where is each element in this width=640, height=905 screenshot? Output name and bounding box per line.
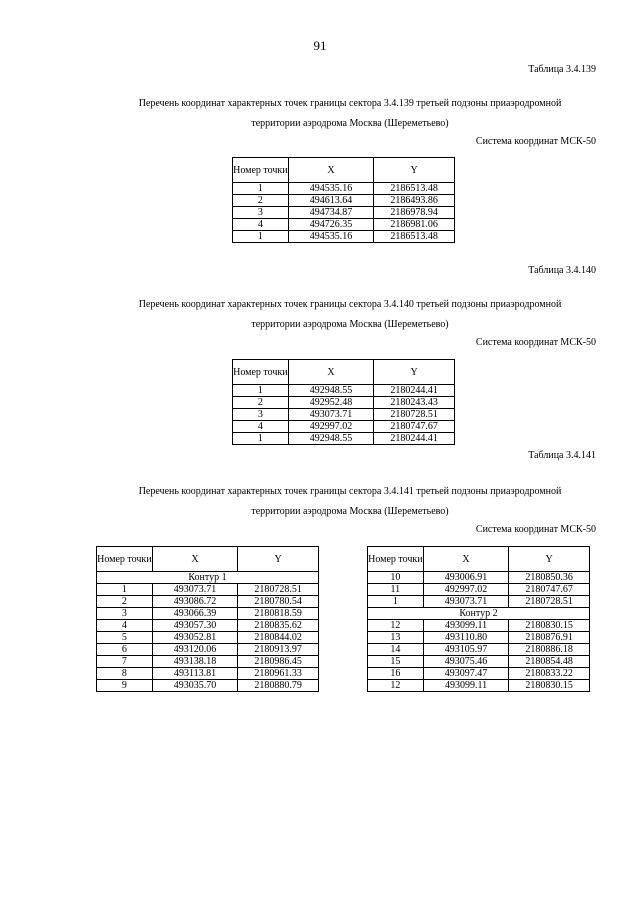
cell-x: 493113.81 <box>152 668 238 680</box>
table-row <box>233 409 455 421</box>
cell-y: 2180835.62 <box>238 620 319 632</box>
cell-y: 2180876.91 <box>509 632 590 644</box>
cell-point-number: 3 <box>97 608 153 620</box>
cell-x: 493105.97 <box>423 644 509 656</box>
coordinate-system-label: Система координат МСК-50 <box>475 136 596 147</box>
cell-x: 493073.71 <box>288 409 374 421</box>
cell-y: 2180913.97 <box>238 644 319 656</box>
cell-x: 492948.55 <box>288 385 374 397</box>
cell-x: 493057.30 <box>152 620 238 632</box>
cell-point-number: 12 <box>368 620 424 632</box>
cell-x: 494535.16 <box>288 231 374 243</box>
cell-y: 2180818.59 <box>238 608 319 620</box>
table-row <box>97 608 319 620</box>
table-row <box>233 421 455 433</box>
cell-point-number: 4 <box>233 421 289 433</box>
cell-point-number: 14 <box>368 644 424 656</box>
coordinate-system-label: Система координат МСК-50 <box>475 524 596 535</box>
cell-x: 494726.35 <box>288 219 374 231</box>
cell-point-number: 1 <box>97 584 153 596</box>
table-row <box>97 632 319 644</box>
header-point-number: Номер точки <box>368 547 424 572</box>
table-row <box>97 668 319 680</box>
table-row <box>97 680 319 692</box>
table-140-label: Таблица 3.4.140 <box>528 265 596 276</box>
table-row <box>368 668 590 680</box>
cell-x: 493110.80 <box>423 632 509 644</box>
table-row <box>97 584 319 596</box>
header-y: Y <box>374 360 455 385</box>
cell-point-number: 2 <box>233 397 289 409</box>
cell-y: 2180728.51 <box>509 596 590 608</box>
table-row <box>368 680 590 692</box>
cell-y: 2180830.15 <box>509 620 590 632</box>
header-x: X <box>288 158 374 183</box>
table-140-caption <box>60 295 640 335</box>
table-139-caption-line2: территории аэродрома Москва (Шереметьево) <box>251 118 449 129</box>
table-row <box>97 620 319 632</box>
page-number: 91 <box>313 38 327 53</box>
table-row <box>233 231 455 243</box>
cell-point-number: 2 <box>233 195 289 207</box>
contour-2-label: Контур 2 <box>368 608 590 620</box>
cell-x: 493035.70 <box>152 680 238 692</box>
cell-point-number: 3 <box>233 409 289 421</box>
cell-point-number: 5 <box>97 632 153 644</box>
table-141-caption-line1: Перечень координат характерных точек границы сектора 3.4.141 третьей подзоны приаэродромной <box>138 486 562 497</box>
table-row <box>233 195 455 207</box>
cell-point-number: 16 <box>368 668 424 680</box>
coordinates-table-139 <box>232 157 455 243</box>
cell-y: 2180728.51 <box>374 409 455 421</box>
cell-x: 492952.48 <box>288 397 374 409</box>
table-row <box>233 385 455 397</box>
cell-point-number: 6 <box>97 644 153 656</box>
table-row <box>368 656 590 668</box>
cell-point-number: 1 <box>233 385 289 397</box>
table-row <box>368 596 590 608</box>
table-row <box>368 632 590 644</box>
header-y: Y <box>374 158 455 183</box>
table-140-caption-line2: территории аэродрома Москва (Шереметьево) <box>251 319 449 330</box>
cell-y: 2180830.15 <box>509 680 590 692</box>
table-140-caption-line1: Перечень координат характерных точек границы сектора 3.4.140 третьей подзоны приаэродромной <box>138 299 562 310</box>
table-139-caption-line1: Перечень координат характерных точек границы сектора 3.4.139 третьей подзоны приаэродромной <box>138 98 562 109</box>
cell-x: 493120.06 <box>152 644 238 656</box>
cell-y: 2180244.41 <box>374 385 455 397</box>
table-141-label: Таблица 3.4.141 <box>528 450 596 461</box>
table-139-caption <box>60 94 640 134</box>
cell-x: 493099.11 <box>423 680 509 692</box>
table-row <box>97 644 319 656</box>
cell-point-number: 11 <box>368 584 424 596</box>
cell-x: 492997.02 <box>423 584 509 596</box>
cell-point-number: 3 <box>233 207 289 219</box>
table-row <box>97 596 319 608</box>
cell-y: 2180780.54 <box>238 596 319 608</box>
cell-y: 2180728.51 <box>238 584 319 596</box>
cell-y: 2180747.67 <box>509 584 590 596</box>
cell-y: 2180961.33 <box>238 668 319 680</box>
cell-point-number: 7 <box>97 656 153 668</box>
table-row <box>233 219 455 231</box>
cell-y: 2180850.36 <box>509 572 590 584</box>
cell-y: 2180880.79 <box>238 680 319 692</box>
cell-y: 2186981.06 <box>374 219 455 231</box>
cell-y: 2180747.67 <box>374 421 455 433</box>
header-x: X <box>152 547 238 572</box>
cell-x: 494535.16 <box>288 183 374 195</box>
table-141-caption-line2: территории аэродрома Москва (Шереметьево) <box>251 506 449 517</box>
table-row <box>233 207 455 219</box>
header-x: X <box>423 547 509 572</box>
header-point-number: Номер точки <box>233 158 289 183</box>
cell-y: 2186513.48 <box>374 231 455 243</box>
cell-point-number: 9 <box>97 680 153 692</box>
cell-point-number: 12 <box>368 680 424 692</box>
cell-x: 492948.55 <box>288 433 374 445</box>
cell-y: 2180986.45 <box>238 656 319 668</box>
cell-y: 2180243.43 <box>374 397 455 409</box>
cell-point-number: 4 <box>97 620 153 632</box>
cell-x: 493099.11 <box>423 620 509 632</box>
coordinates-table-140 <box>232 359 455 445</box>
cell-x: 493073.71 <box>423 596 509 608</box>
cell-x: 493066.39 <box>152 608 238 620</box>
cell-x: 493138.18 <box>152 656 238 668</box>
cell-x: 494734.87 <box>288 207 374 219</box>
cell-x: 493052.81 <box>152 632 238 644</box>
cell-point-number: 1 <box>233 433 289 445</box>
coordinate-system-label: Система координат МСК-50 <box>475 337 596 348</box>
table-row <box>368 572 590 584</box>
cell-y: 2186978.94 <box>374 207 455 219</box>
cell-point-number: 15 <box>368 656 424 668</box>
header-point-number: Номер точки <box>97 547 153 572</box>
cell-point-number: 13 <box>368 632 424 644</box>
table-row <box>233 397 455 409</box>
table-row <box>368 644 590 656</box>
header-x: X <box>288 360 374 385</box>
cell-x: 494613.64 <box>288 195 374 207</box>
cell-x: 493006.91 <box>423 572 509 584</box>
cell-point-number: 10 <box>368 572 424 584</box>
table-141-caption <box>60 482 640 522</box>
contour-1-label: Контур 1 <box>97 572 319 584</box>
cell-point-number: 2 <box>97 596 153 608</box>
cell-point-number: 1 <box>233 183 289 195</box>
cell-y: 2186513.48 <box>374 183 455 195</box>
cell-x: 493073.71 <box>152 584 238 596</box>
cell-y: 2186493.86 <box>374 195 455 207</box>
table-row <box>233 183 455 195</box>
cell-y: 2180844.02 <box>238 632 319 644</box>
cell-x: 492997.02 <box>288 421 374 433</box>
cell-y: 2180833.22 <box>509 668 590 680</box>
table-row <box>97 656 319 668</box>
header-point-number: Номер точки <box>233 360 289 385</box>
cell-point-number: 1 <box>233 231 289 243</box>
cell-y: 2180854.48 <box>509 656 590 668</box>
table-row <box>368 620 590 632</box>
cell-y: 2180244.41 <box>374 433 455 445</box>
cell-point-number: 1 <box>368 596 424 608</box>
cell-point-number: 8 <box>97 668 153 680</box>
table-139-label: Таблица 3.4.139 <box>528 64 596 75</box>
cell-x: 493086.72 <box>152 596 238 608</box>
cell-x: 493097.47 <box>423 668 509 680</box>
cell-x: 493075.46 <box>423 656 509 668</box>
header-y: Y <box>238 547 319 572</box>
cell-y: 2180886.18 <box>509 644 590 656</box>
header-y: Y <box>509 547 590 572</box>
coordinates-table-141-left <box>96 546 319 692</box>
coordinates-table-141-right <box>367 546 590 692</box>
cell-point-number: 4 <box>233 219 289 231</box>
table-row <box>368 584 590 596</box>
table-row <box>233 433 455 445</box>
